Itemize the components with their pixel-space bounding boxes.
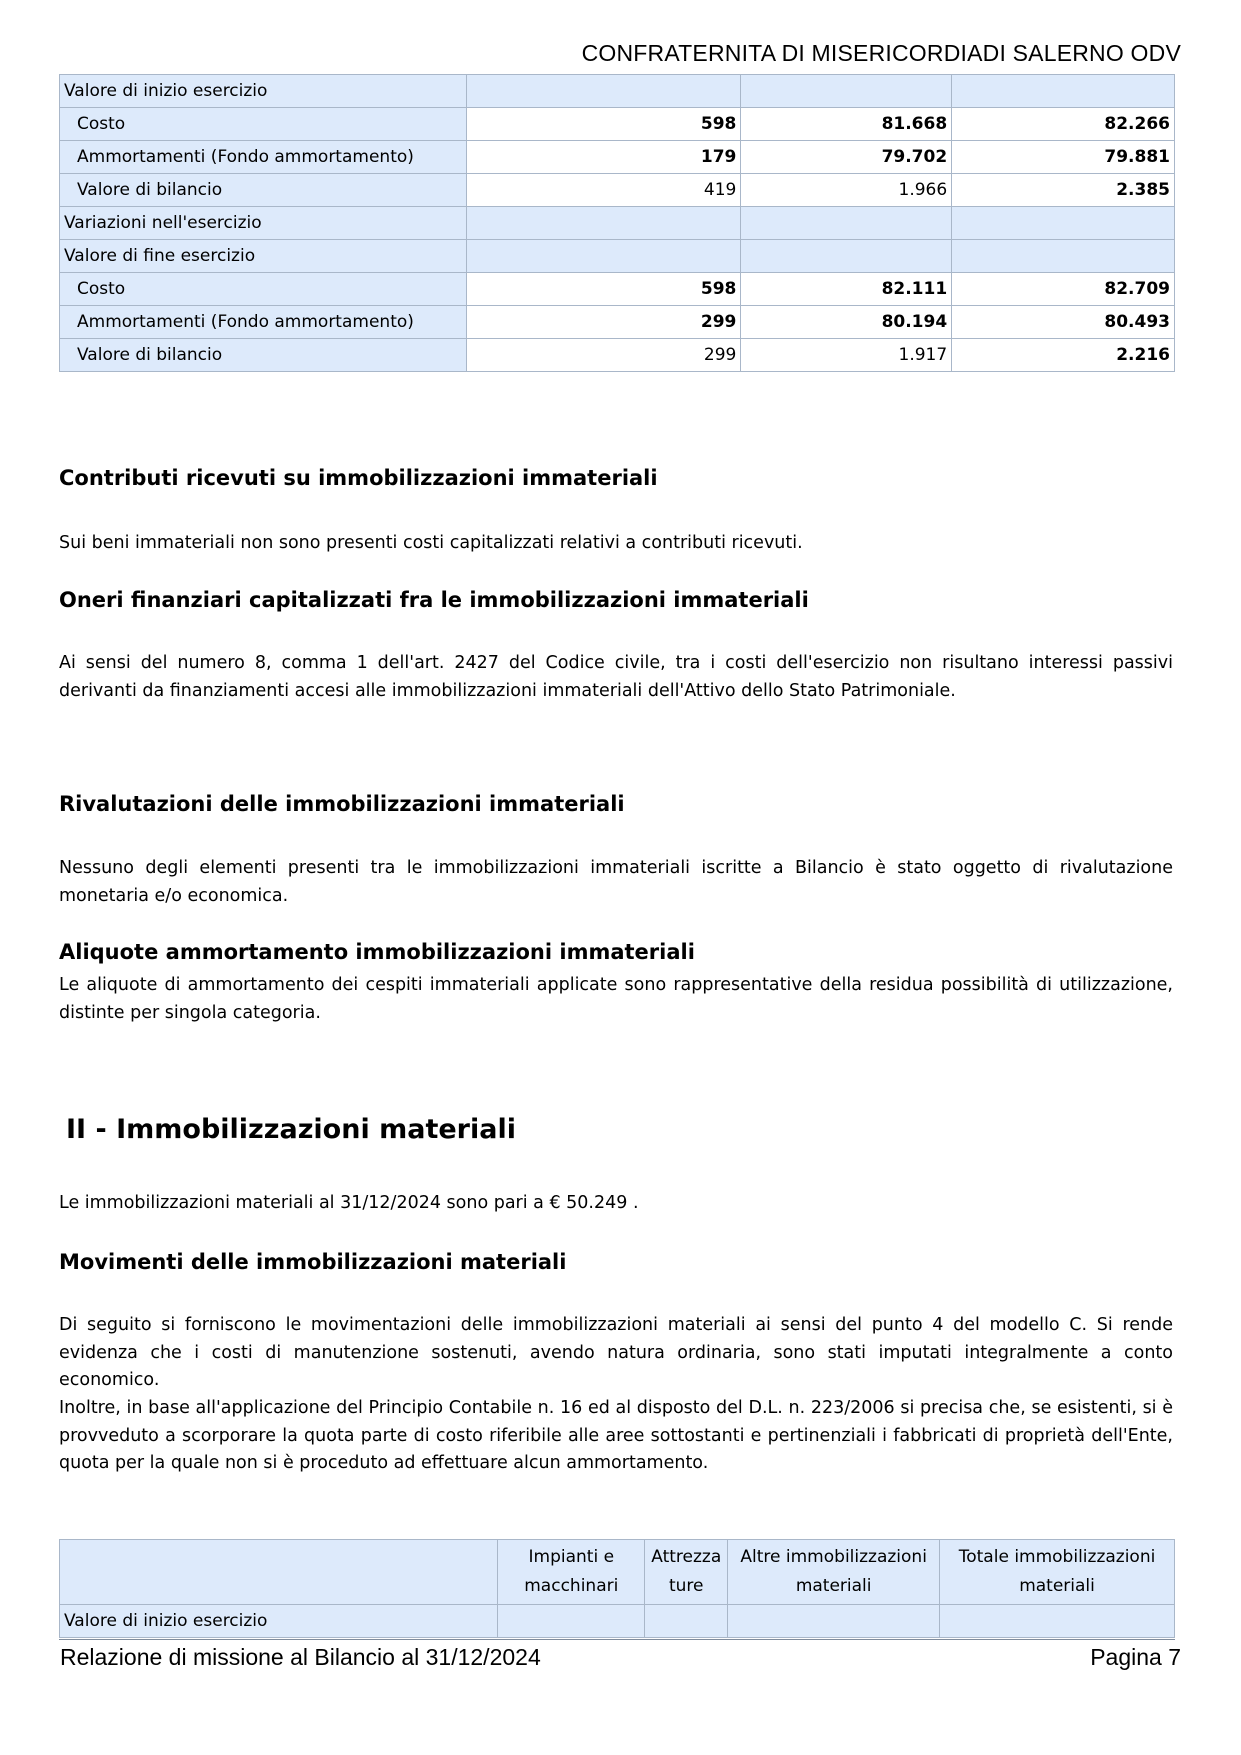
intangible-assets-table — [59, 74, 1175, 372]
value-cell: 79.702 — [741, 141, 952, 174]
empty-cell — [741, 75, 952, 108]
value-cell: 419 — [466, 174, 741, 207]
empty-cell — [498, 1605, 645, 1638]
materiali-heading: II - Immobilizzazioni materiali — [66, 1114, 516, 1145]
table-row — [60, 108, 1175, 141]
value-cell: 82.111 — [741, 273, 952, 306]
empty-cell — [728, 1605, 940, 1638]
value-cell: 2.385 — [952, 174, 1175, 207]
aliquote-heading: Aliquote ammortamento immobilizzazioni immateriali — [59, 940, 695, 964]
page-number: Pagina 7 — [1090, 1644, 1181, 1670]
row-label: Valore di inizio esercizio — [60, 75, 467, 108]
value-cell: 299 — [466, 306, 741, 339]
row-label: Valore di bilancio — [60, 174, 467, 207]
value-cell: 598 — [466, 108, 741, 141]
header-impianti: Impianti e macchinari — [498, 1540, 645, 1605]
row-label: Costo — [60, 108, 467, 141]
table-row — [60, 75, 1175, 108]
row-label: Variazioni nell'esercizio — [60, 207, 467, 240]
empty-cell — [952, 240, 1175, 273]
value-cell: 80.493 — [952, 306, 1175, 339]
empty-cell — [466, 240, 741, 273]
row-label: Valore di bilancio — [60, 339, 467, 372]
row-label: Valore di fine esercizio — [60, 240, 467, 273]
movimenti-heading: Movimenti delle immobilizzazioni materiali — [59, 1250, 567, 1274]
value-cell: 80.194 — [741, 306, 952, 339]
row-label: Costo — [60, 273, 467, 306]
table-header-row — [60, 1540, 1175, 1605]
contributi-paragraph: Sui beni immateriali non sono presenti costi capitalizzati relativi a contributi ricevuti. — [59, 533, 803, 553]
value-cell: 179 — [466, 141, 741, 174]
table-row — [60, 207, 1175, 240]
footer-title: Relazione di missione al Bilancio al 31/12/2024 — [60, 1644, 541, 1670]
empty-cell — [466, 75, 741, 108]
table-row — [60, 306, 1175, 339]
tangible-assets-table — [59, 1539, 1175, 1638]
value-cell: 82.266 — [952, 108, 1175, 141]
aliquote-paragraph: Le aliquote di ammortamento dei cespiti immateriali applicate sono rappresentative della residua possibilità di utilizzazione, distinte per singola categoria. — [59, 975, 1173, 1023]
value-cell: 598 — [466, 273, 741, 306]
empty-cell — [940, 1605, 1175, 1638]
value-cell: 1.917 — [741, 339, 952, 372]
value-cell: 1.966 — [741, 174, 952, 207]
table-row — [60, 273, 1175, 306]
table-row — [60, 339, 1175, 372]
rivalutazioni-paragraph: Nessuno degli elementi presenti tra le immobilizzazioni immateriali iscritte a Bilancio è stato oggetto di rivalutazione monetaria e/o economica. — [59, 858, 1173, 906]
rivalutazioni-heading: Rivalutazioni delle immobilizzazioni immateriali — [59, 792, 625, 816]
row-label: Ammortamenti (Fondo ammortamento) — [60, 306, 467, 339]
movimenti-paragraph-2: Inoltre, in base all'applicazione del Principio Contabile n. 16 ed al disposto del D.L. n. 223/2006 si precisa che, se esistenti, si è provveduto a scorporare la quota parte di costo riferibile alle aree sottostanti e pertinenziali i fabbricati di proprietà dell'Ente, quota per la quale non si è proceduto ad effettuare alcun ammortamento. — [59, 1398, 1173, 1473]
empty-cell — [952, 75, 1175, 108]
row-label: Valore di inizio esercizio — [60, 1605, 498, 1638]
oneri-paragraph: Ai sensi del numero 8, comma 1 dell'art. 2427 del Codice civile, tra i costi dell'esercizio non risultano interessi passivi derivanti da finanziamenti accesi alle immobilizzazioni immateriali dell'Attivo dello Stato Patrimoniale. — [59, 653, 1173, 701]
value-cell: 81.668 — [741, 108, 952, 141]
table-row — [60, 240, 1175, 273]
movimenti-paragraph-1: Di seguito si forniscono le movimentazioni delle immobilizzazioni materiali ai sensi del punto 4 del modello C. Si rende evidenza che i costi di manutenzione sostenuti, avendo natura ordinaria, sono stati imputati integralmente a conto economico. — [59, 1315, 1173, 1390]
document-header: CONFRATERNITA DI MISERICORDIADI SALERNO ODV — [581, 40, 1181, 66]
contributi-heading: Contributi ricevuti su immobilizzazioni immateriali — [59, 466, 658, 490]
empty-cell — [741, 207, 952, 240]
header-cell-empty — [60, 1540, 498, 1605]
header-altre: Altre immobilizzazioni materiali — [728, 1540, 940, 1605]
value-cell: 299 — [466, 339, 741, 372]
empty-cell — [952, 207, 1175, 240]
table-row — [60, 141, 1175, 174]
empty-cell — [741, 240, 952, 273]
header-attrezzature: Attrezza ture — [645, 1540, 728, 1605]
table-row — [60, 1605, 1175, 1638]
empty-cell — [466, 207, 741, 240]
footer-divider — [59, 1639, 1175, 1640]
table-row — [60, 174, 1175, 207]
oneri-heading: Oneri finanziari capitalizzati fra le immobilizzazioni immateriali — [59, 588, 809, 612]
empty-cell — [645, 1605, 728, 1638]
header-totale: Totale immobilizzazioni materiali — [940, 1540, 1175, 1605]
row-label: Ammortamenti (Fondo ammortamento) — [60, 141, 467, 174]
value-cell: 2.216 — [952, 339, 1175, 372]
value-cell: 82.709 — [952, 273, 1175, 306]
value-cell: 79.881 — [952, 141, 1175, 174]
materiali-paragraph: Le immobilizzazioni materiali al 31/12/2024 sono pari a € 50.249 . — [59, 1193, 639, 1213]
